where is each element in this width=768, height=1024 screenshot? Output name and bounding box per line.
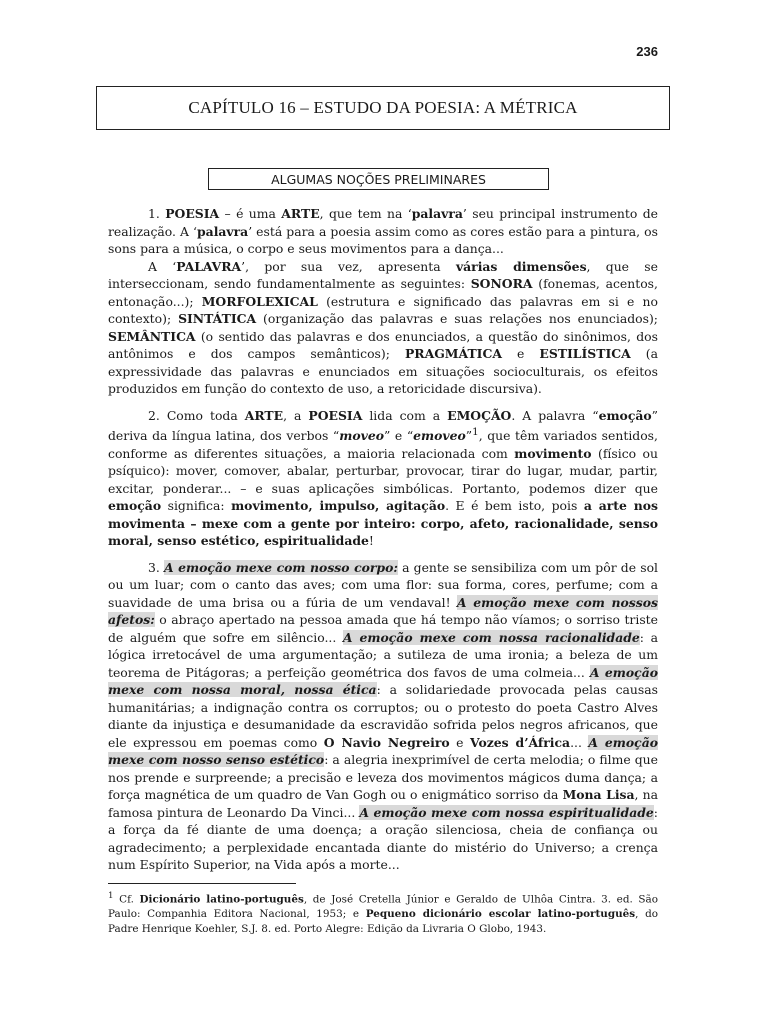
chapter-heading-box xyxy=(96,86,670,130)
highlight-corpo: A emoção mexe com nosso corpo: xyxy=(164,559,398,575)
paragraph-palavra: A ‘PALAVRA’, por sua vez, apresenta várias dimensões, que se interseccionam, sendo fundamentalmente as seguintes: SONORA (fonemas, acentos, entonação...); MORFOLEXICAL (estrutura e significado das palavras em si e no contexto); SINTÁTICA (organização das palavras e suas relações nos enunciados); SEMÂNTICA (o sentido das palavras e dos enunciados, a questão do sinônimos, dos antônimos e dos campos semânticos); PRAGMÁTICA e ESTILÍSTICA (a expressividade das palavras e enunciados em situações socioculturais, os efeitos produzidos em função do contexto de uso, a retoricidade discursiva). xyxy=(108,258,659,396)
paragraph-poesia: 1. POESIA – é uma ARTE, que tem na ‘palavra’ seu principal instrumento de realização. A ‘palavra’ está para a poesia assim como as cores estão para a pintura, os sons para a música, o corpo e seus movimentos para a dança... xyxy=(108,206,658,256)
footnote-reference: 1 xyxy=(472,426,479,438)
highlight-senso-estetico: A emoção mexe com nosso senso estético xyxy=(108,734,658,768)
section-heading-box xyxy=(208,168,549,190)
highlight-afetos: A emoção mexe com nossos afetos: xyxy=(108,594,658,628)
footnote: $^1$ Cf. Dicionário latino-português, de José Cretella Júnior e Geraldo de Ulhôa Cintra. 3. ed. São Paulo: Companhia Editora Nacional, 1953; e Pequeno dicionário escolar latino-português, do Padre Henrique Koehler, S.J. 8. ed. Porto Alegre: Edição da Livraria O Globo, 1943. xyxy=(108,891,658,936)
highlight-moral: A emoção mexe com nossa moral, nossa ética xyxy=(108,664,658,698)
paragraph-emocao-mexe: 3. A emoção mexe com nosso corpo: a gente se sensibiliza com um pôr de sol ou um luar; com o canto das aves; com uma flor: sua forma, cores, perfume; com a suavidade de uma brisa ou a fúria de um vendaval! A emoção mexe com nossos afetos: o abraço apertado na pessoa amada que há tempo não víamos; o sorriso triste de alguém que sofre em silêncio... A emoção mexe com nossa racionalidade: a lógica irretocável de uma argumentação; a sutileza de uma ironia; a beleza de um teorema de Pitágoras; a perfeição geométrica dos favos de uma colmeia... A emoção mexe com nossa moral, nossa ética: a solidariedade provocada pelas causas humanitárias; a indignação contra os corruptos; ou o protesto do poeta Castro Alves diante da injustiça e desumanidade da escravidão sofrida pelos negros africanos, que ele expressou em poemas como O Navio Negreiro e Vozes d’África... A emoção mexe com nosso senso estético: a alegria inexprimível de certa melodia; o filme que nos prende e surpreende; a precisão e leveza dos movimentos mágicos duma dança; a força magnética de um quadro de Van Gogh ou o enigmático sorriso da Mona Lisa, na famosa pintura de Leonardo Da Vinci... A emoção mexe com nossa espiritualidade: a força da fé diante de uma doença; a oração silenciosa, cheia de confiança ou agradecimento; a perplexidade encantada diante do mistério do Universo; a crença num Espírito Superior, na Vida após a morte... xyxy=(108,559,658,873)
body-text xyxy=(108,205,658,874)
highlight-espiritualidade: A emoção mexe com nossa espiritualidade xyxy=(359,804,654,820)
section-title: ALGUMAS NOÇÕES PRELIMINARES xyxy=(271,171,486,187)
footnote-separator xyxy=(108,883,296,884)
page-number: 236 xyxy=(636,44,658,59)
paragraph-emocao: 2. Como toda ARTE, a POESIA lida com a EMOÇÃO. A palavra “emoção” deriva da língua latina, dos verbos “moveo” e “emoveo”$^1$, que têm variados sentidos, conforme as diferentes situações, a maioria relacionada com movimento (físico ou psíquico): mover, comover, abalar, perturbar, provocar, tirar do lugar, mudar, partir, excitar, ponderar... – e suas aplicações simbólicas. Portanto, podemos dizer que emoção significa: movimento, impulso, agitação. E é bem isto, pois a arte nos movimenta – mexe com a gente por inteiro: corpo, afeto, racionalidade, senso moral, senso estético, espiritualidade! xyxy=(108,407,659,549)
chapter-title: CAPÍTULO 16 – ESTUDO DA POESIA: A MÉTRICA xyxy=(188,98,578,117)
highlight-racionalidade: A emoção mexe com nossa racionalidade xyxy=(342,629,640,645)
